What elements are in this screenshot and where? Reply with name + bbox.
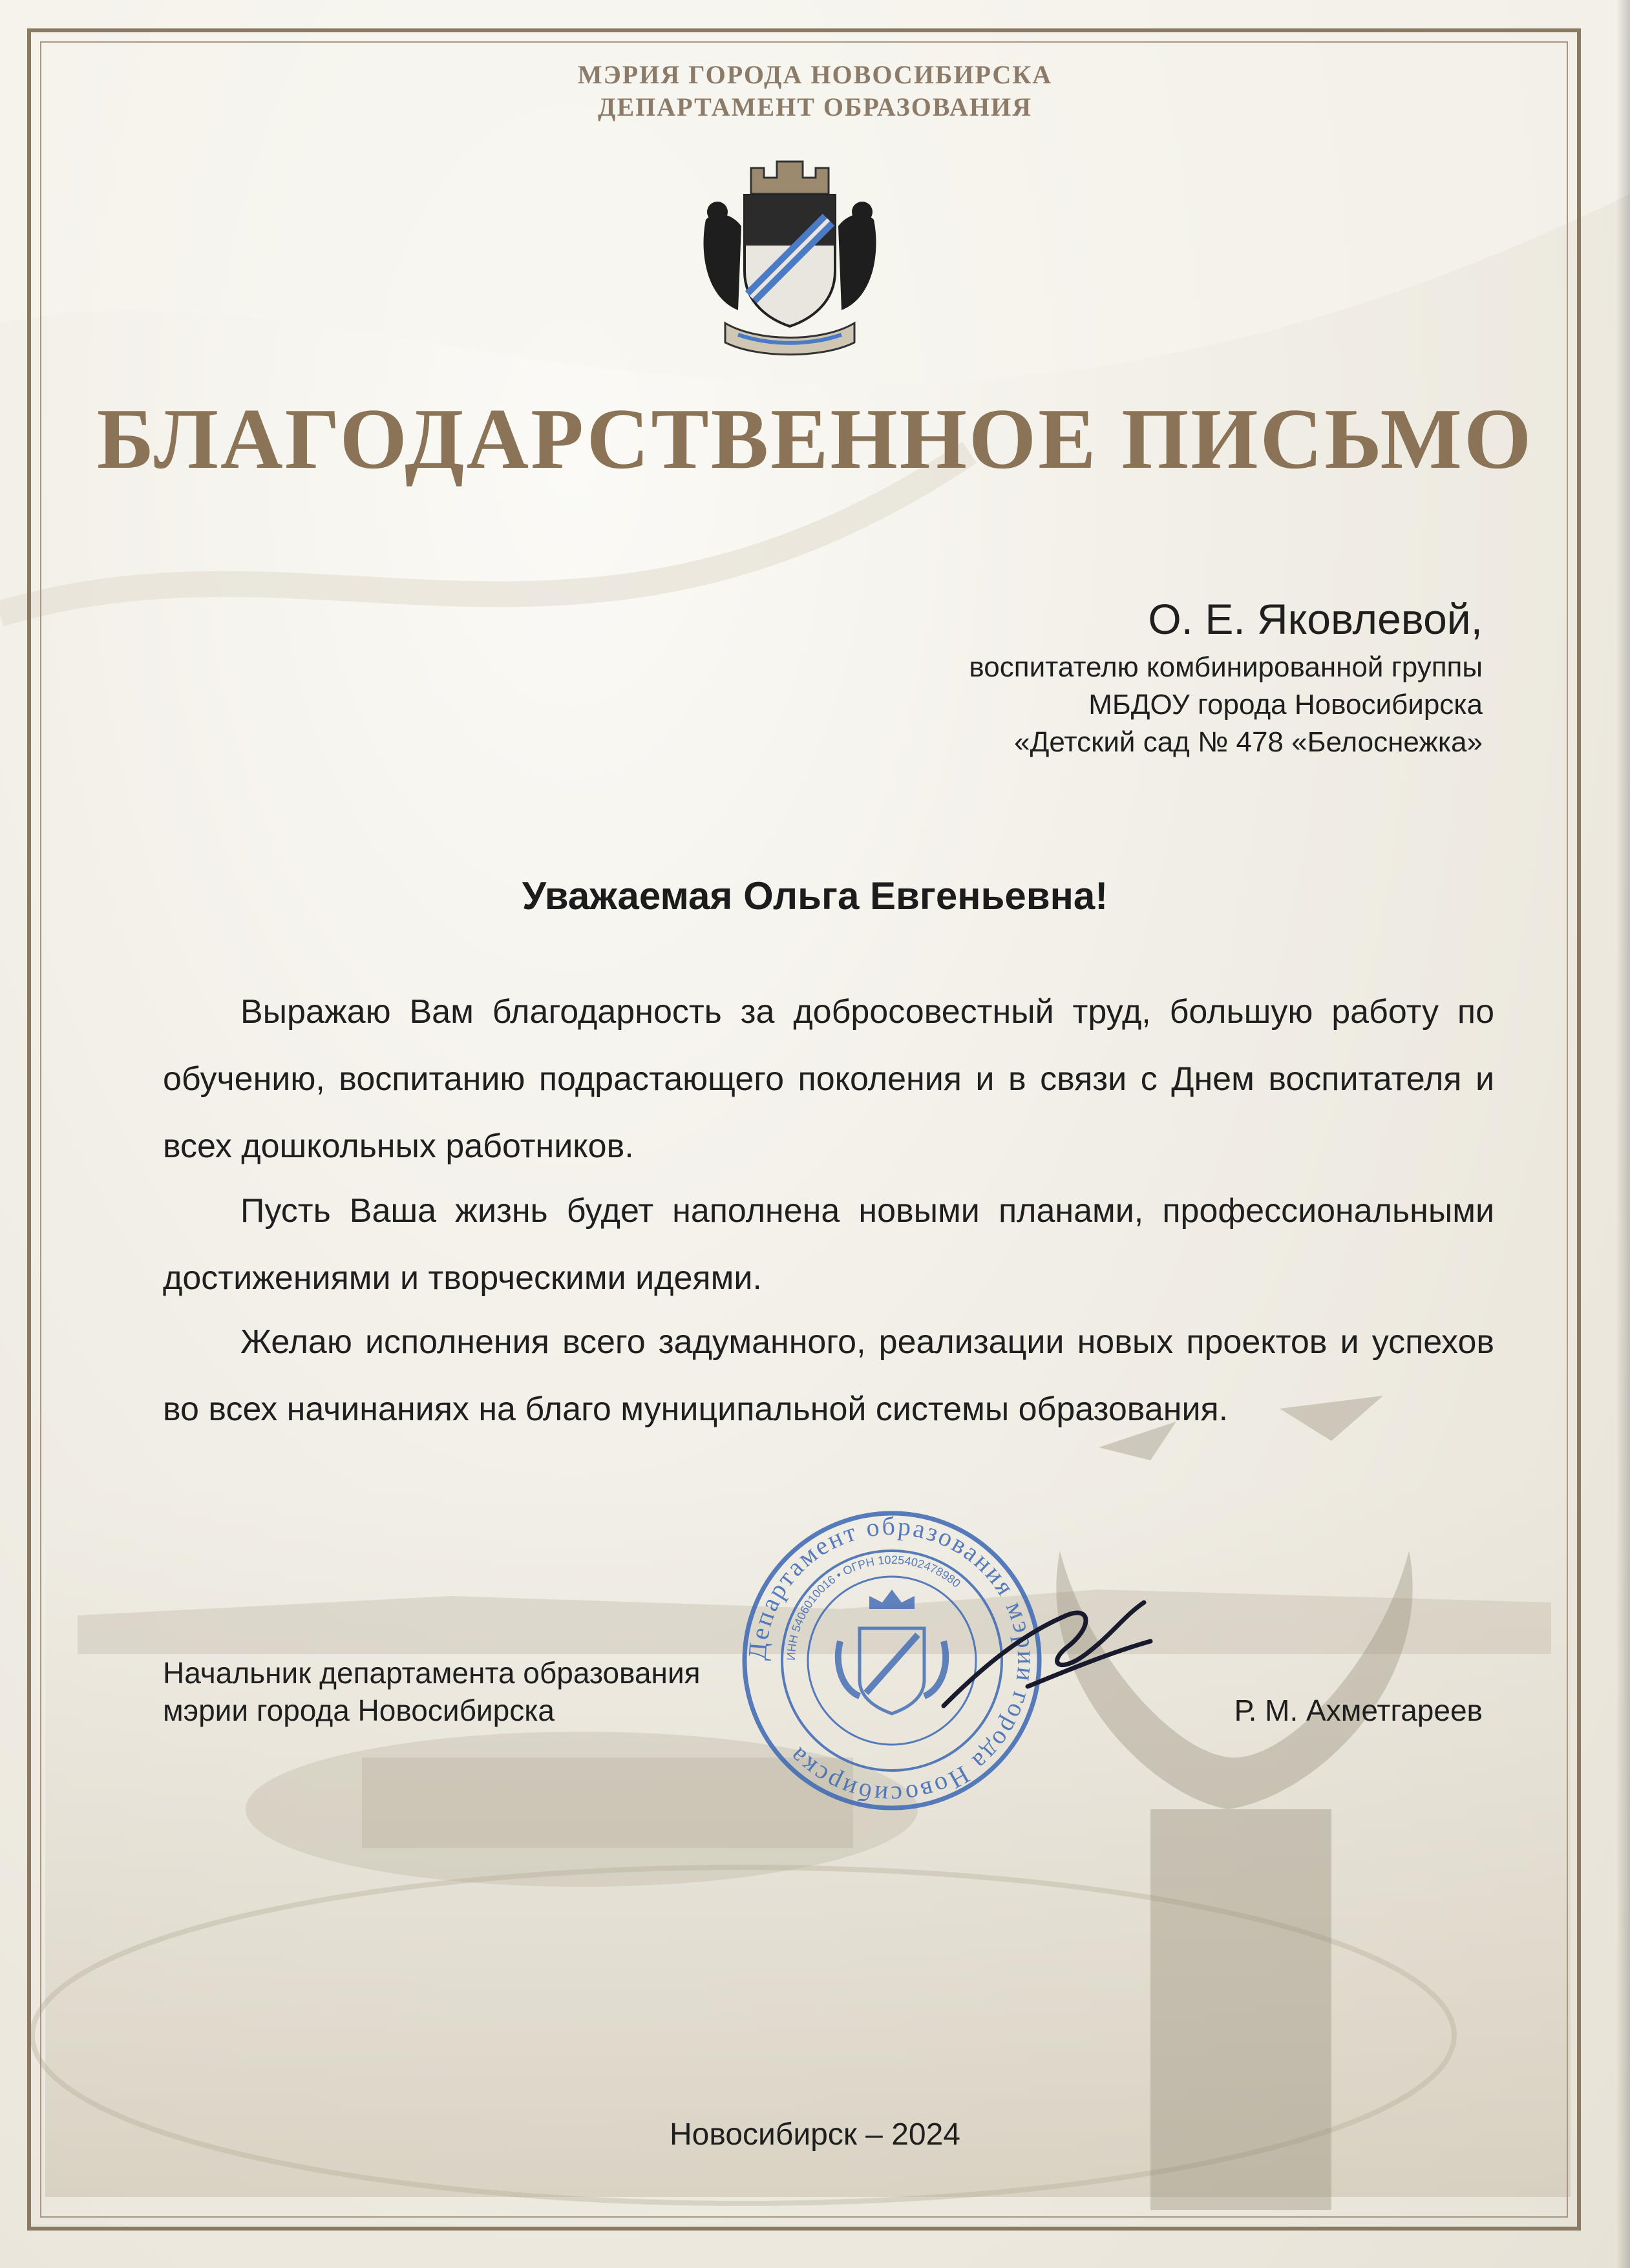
handwritten-signature	[931, 1577, 1163, 1732]
recipient-position: воспитателю комбинированной группы	[969, 651, 1483, 683]
signatory-office: мэрии города Новосибирска	[163, 1694, 555, 1727]
page-edge-shadow	[1616, 0, 1630, 2268]
stamp-coat-icon	[838, 1590, 946, 1714]
recipient-kindergarten: «Детский сад № 478 «Белоснежка»	[1014, 726, 1483, 758]
recipient-name: О. Е. Яковлевой,	[1148, 595, 1483, 643]
document-title: БЛАГОДАРСТВЕННОЕ ПИСЬМО	[96, 391, 1534, 487]
footer-place-year: Новосибирск – 2024	[670, 2117, 960, 2152]
signatory-name: Р. М. Ахметгареев	[1234, 1694, 1483, 1727]
paragraph-wishes: Пусть Ваша жизнь будет наполнена новыми планами, профессиональными достижениями и творческими идеями.	[163, 1192, 1494, 1297]
header-department: ДЕПАРТАМЕНТ ОБРАЗОВАНИЯ	[597, 92, 1033, 121]
salutation: Уважаемая Ольга Евгеньевна!	[522, 874, 1108, 918]
paragraph-gratitude: Выражаю Вам благодарность за добросовестный труд, большую работу по обучению, воспитанию подрастающего поколения и в связи с Днем воспитателя и всех дошкольных работников.	[163, 993, 1494, 1165]
stamp-inner-text: ИНН 5406010016 • ОГРН 1025402478980	[784, 1553, 963, 1661]
recipient-institution: МБДОУ города Новосибирска	[1088, 689, 1483, 720]
header-city-hall: МЭРИЯ ГОРОДА НОВОСИБИРСКА	[577, 60, 1053, 89]
paragraph-success: Желаю исполнения всего задуманного, реализации новых проектов и успехов во всех начинаниях на благо муниципальной системы образования.	[163, 1323, 1494, 1428]
stamp-outer-text: Департамент образования мэрии города Новосибирска	[742, 1511, 1042, 1811]
coat-of-arms-icon	[680, 149, 900, 362]
signatory-position: Начальник департамента образования	[163, 1656, 701, 1690]
